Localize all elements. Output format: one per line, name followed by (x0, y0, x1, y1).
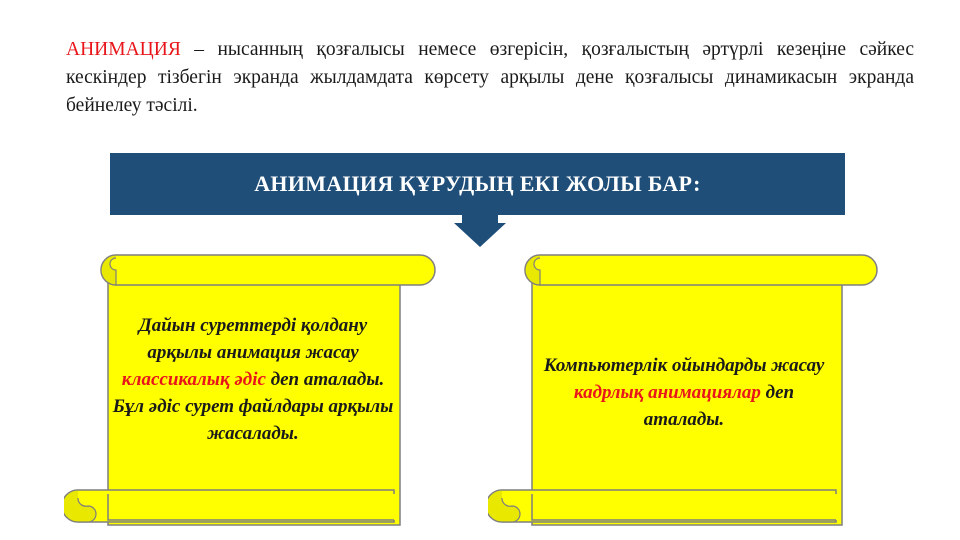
scroll-right (488, 250, 888, 530)
scroll-left (64, 250, 464, 530)
scroll-left-text-before: Дайын суреттерді қолдану арқылы анимация жасау (138, 315, 368, 363)
down-arrow-icon (454, 213, 506, 247)
banner-title (110, 153, 845, 215)
scroll-right-highlight: кадрлық анимациялар (573, 382, 761, 403)
scroll-left-highlight: классикалық әдіс (121, 369, 266, 390)
definition-term: АНИМАЦИЯ (66, 39, 181, 60)
scroll-right-text-after: деп аталады. (643, 382, 795, 430)
banner-title-text: АНИМАЦИЯ ҚҰРУДЫҢ ЕКІ ЖОЛЫ БАР: (254, 171, 701, 196)
scroll-left-text (108, 312, 398, 447)
scroll-left-text-after: деп аталады. Бұл әдіс сурет файлдары арқылы жасалады. (112, 369, 394, 444)
scroll-right-text-before: Компьютерлік ойындарды жасау (543, 355, 825, 376)
definition-text: – нысанның қозғалысы немесе өзгерісін, қозғалыстың әртүрлі кезеңіне сәйкес кескіндер тізбегін экранда жылдамдата көрсету арқылы дене қозғалысы динамикасын экранда бейнелеу тәсілі. (66, 39, 914, 116)
definition-paragraph (66, 36, 914, 120)
scroll-right-text (532, 352, 836, 433)
